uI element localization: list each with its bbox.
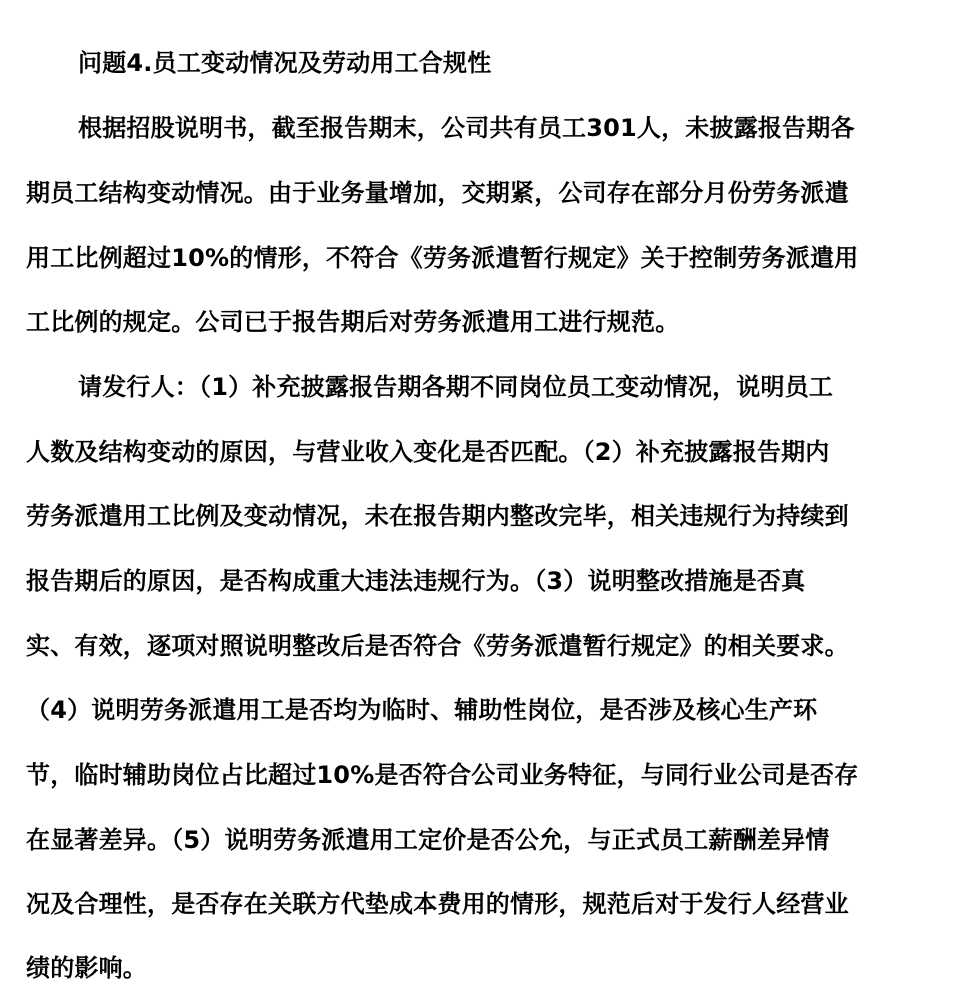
paragraph-line: 根据招股说明书，截至报告期末，公司共有员工301人，未披露报告期各 xyxy=(78,114,855,142)
section-heading: 问题4.员工变动情况及劳动用工合规性 xyxy=(78,49,492,77)
paragraph-line: 期员工结构变动情况。由于业务量增加，交期紧，公司存在部分月份劳务派遣 xyxy=(26,179,849,207)
paragraph-line: 绩的影响。 xyxy=(26,954,147,982)
paragraph-line: 报告期后的原因，是否构成重大违法违规行为。（3）说明整改措施是否真 xyxy=(26,567,806,595)
paragraph-line: 节，临时辅助岗位占比超过10%是否符合公司业务特征，与同行业公司是否存 xyxy=(26,761,859,789)
paragraph-line: 人数及结构变动的原因，与营业收入变化是否匹配。（2）补充披露报告期内 xyxy=(26,438,830,466)
paragraph-line: 工比例的规定。公司已于报告期后对劳务派遣用工进行规范。 xyxy=(26,308,680,336)
paragraph-line: 请发行人：（1）补充披露报告期各期不同岗位员工变动情况，说明员工 xyxy=(78,373,834,401)
paragraph-line: 在显著差异。（5）说明劳务派遣用工定价是否公允，与正式员工薪酬差异情 xyxy=(26,826,830,854)
paragraph-line: 况及合理性，是否存在关联方代垫成本费用的情形，规范后对于发行人经营业 xyxy=(26,890,849,918)
paragraph-line: （4）说明劳务派遣用工是否均为临时、辅助性岗位，是否涉及核心生产环 xyxy=(26,696,818,724)
paragraph-line: 实、有效，逐项对照说明整改后是否符合《劳务派遣暂行规定》的相关要求。 xyxy=(26,632,849,660)
paragraph-line: 劳务派遣用工比例及变动情况，未在报告期内整改完毕，相关违规行为持续到 xyxy=(26,502,849,530)
paragraph-line: 用工比例超过10%的情形，不符合《劳务派遣暂行规定》关于控制劳务派遣用 xyxy=(26,244,859,272)
